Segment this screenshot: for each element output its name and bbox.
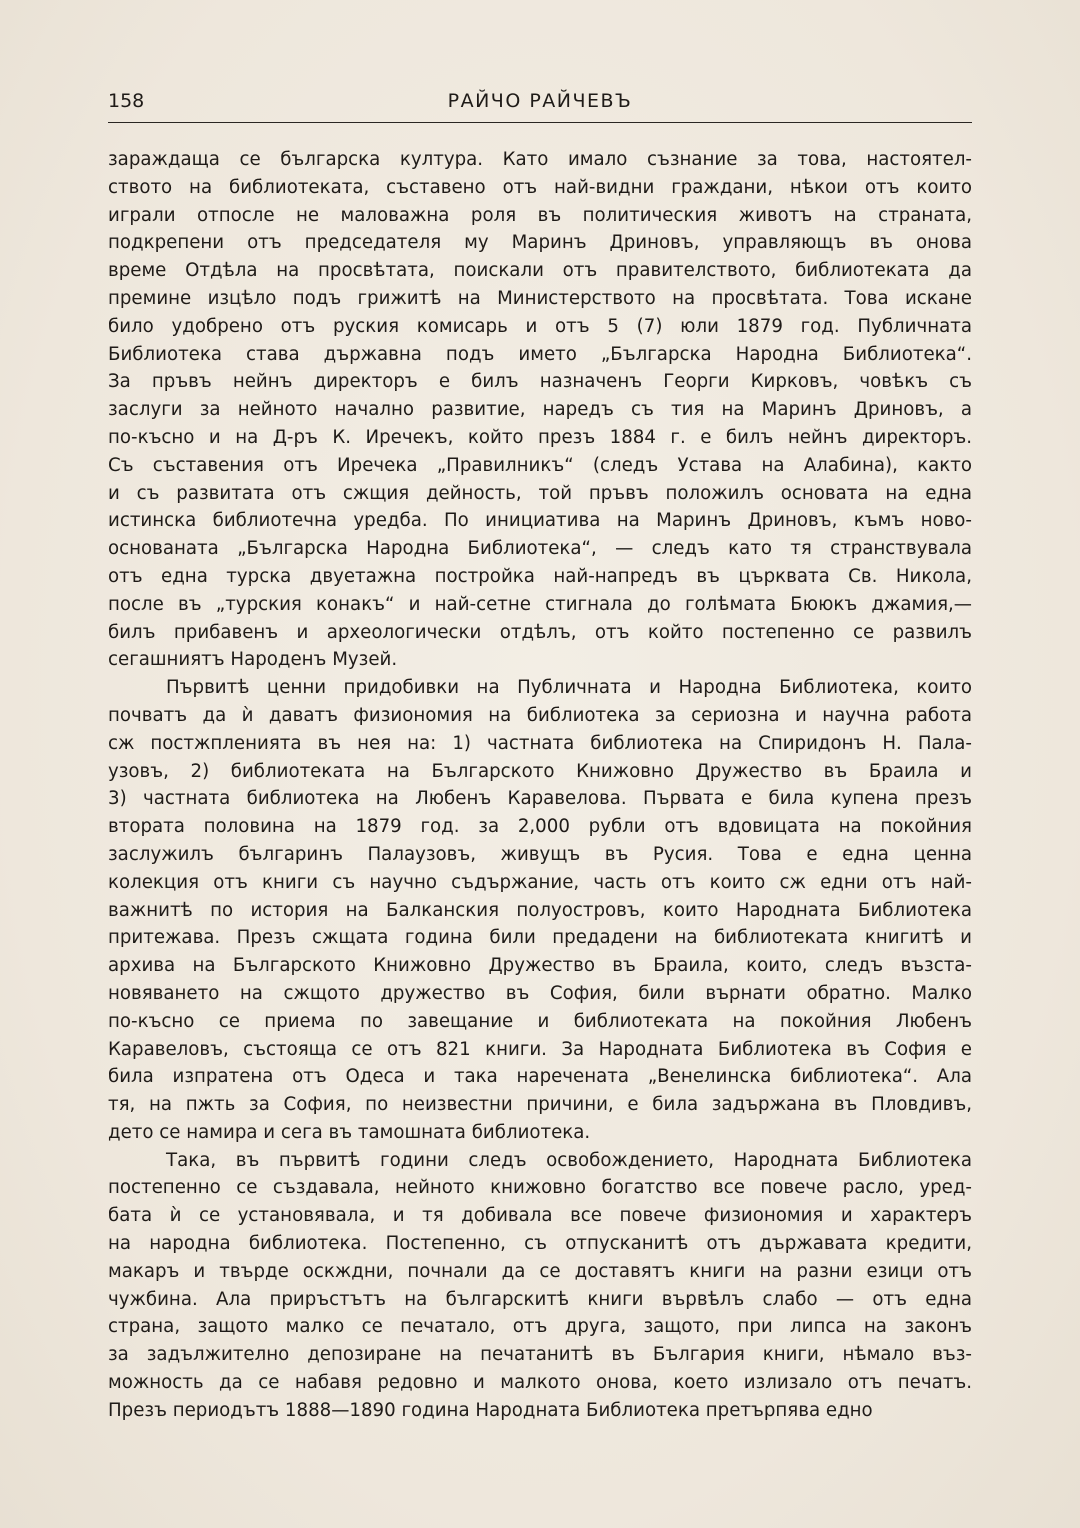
text-line: макаръ и твърде оскждни, почнали да се доставятъ книги на разни езици отъ <box>108 1260 972 1282</box>
text-line: узовъ, 2) библиотеката на Българското Книжовно Дружество въ Браила и <box>108 760 972 782</box>
text-line: по-късно се приема по завещание и библиотеката на покойния Любенъ <box>108 1010 972 1032</box>
text-line: дето се намира и сега въ тамошната библиотека. <box>108 1121 591 1143</box>
text-line: на народна библиотека. Постепенно, съ отпусканитѣ отъ държавата кредити, <box>108 1233 972 1255</box>
text-line: За пръвъ нейнъ директоръ е билъ назначенъ Георги Кирковъ, човѣкъ съ <box>108 371 972 393</box>
text-line: важнитѣ по история на Балканския полуостровъ, които Народната Библиотека <box>108 899 972 921</box>
text-line: Библиотека става държавна подъ името „Българска Народна Библиотека“. <box>108 343 972 365</box>
text-line: по-късно и на Д-ръ К. Иречекъ, който презъ 1884 г. е билъ нейнъ директоръ. <box>108 426 972 448</box>
text-line: ството на библиотеката, съставено отъ най-видни граждани, нѣкои отъ които <box>108 176 972 198</box>
paragraph <box>108 1147 972 1425</box>
text-line: тя, на пжть за София, по неизвестни причини, е била задържана въ Пловдивъ, <box>108 1094 972 1116</box>
text-line: после въ „турския конакъ“ и най-сетне стигнала до голѣмата Бююкъ джамия,— <box>108 593 972 615</box>
text-line: Съ съставения отъ Иречека „Правилникъ“ (следъ Устава на Алабина), както <box>108 454 972 476</box>
text-line: основаната „Българска Народна Библиотека“, — следъ като тя странствувала <box>108 538 972 560</box>
text-line: архива на Българското Книжовно Дружество въ Браила, които, следъ възста- <box>108 955 972 977</box>
text-line: подкрепени отъ председателя му Маринъ Дриновъ, управляющъ въ онова <box>108 232 972 254</box>
text-line: втората половина на 1879 год. за 2,000 рубли отъ вдовицата на покойния <box>108 816 972 838</box>
text-line: новяването на сжщото дружество въ София, били върнати обратно. Малко <box>108 982 972 1004</box>
text-line: за задължително депозиране на печатанитѣ въ България книги, нѣмало въз- <box>108 1344 972 1366</box>
text-line: играли отпосле не маловажна роля въ политическия животъ на страната, <box>108 204 972 226</box>
text-line: притежава. Презъ сжщата година били предадени на библиотеката книгитѣ и <box>108 927 972 949</box>
text-line: можность да се набавя редовно и малкото онова, което излизало отъ печатъ. <box>108 1372 972 1394</box>
text-line: време Отдѣла на просвѣтата, поискали отъ правителството, библиотеката да <box>108 260 972 282</box>
text-line: Презъ периодътъ 1888—1890 година Народната Библиотека претърпява едно <box>108 1399 873 1421</box>
text-line: Така, въ първитѣ години следъ освобождението, Народната Библиотека <box>166 1149 972 1171</box>
text-line: почватъ да ѝ даватъ физиономия на библиотека за сериозна и научна работа <box>108 704 972 726</box>
text-line: постепенно се създавала, нейното книжовно богатство все повече расло, уред- <box>108 1177 972 1199</box>
text-line: и съ развитата отъ сжщия дейность, той пръвъ положилъ основата на една <box>108 482 972 504</box>
paragraph <box>108 146 972 674</box>
text-line: истинска библиотечна уредба. По инициатива на Маринъ Дриновъ, къмъ ново- <box>108 510 972 532</box>
text-line: заслужилъ българинъ Палаузовъ, живущъ въ Русия. Това е една ценна <box>108 843 972 865</box>
text-line: 3) частната библиотека на Любенъ Каравелова. Първата е била купена презъ <box>108 788 972 810</box>
text-line: чужбина. Ала приръстътъ на българскитѣ книги вървѣлъ слабо — отъ една <box>108 1288 972 1310</box>
text-line: премине изцѣло подъ грижитѣ на Министерството на просвѣтата. Това искане <box>108 287 972 309</box>
body-text <box>108 146 972 1425</box>
text-line: колекция отъ книги съ научно съдържание, часть отъ които сж едни отъ най- <box>108 871 972 893</box>
text-line: сж постжпленията въ нея на: 1) частната библиотека на Спиридонъ Н. Пала- <box>108 732 972 754</box>
paragraph <box>108 674 972 1147</box>
running-title: РАЙЧО РАЙЧЕВЪ <box>447 90 633 112</box>
text-line: отъ една турска двуетажна постройка най-напредъ въ църквата Св. Никола, <box>108 565 972 587</box>
text-line: Каравеловъ, състояща се отъ 821 книги. За Народната Библиотека въ София е <box>108 1038 972 1060</box>
text-line: Първитѣ ценни придобивки на Публичната и Народна Библиотека, които <box>166 677 972 699</box>
text-line: сегашниятъ Народенъ Музей. <box>108 649 398 671</box>
text-line: билъ прибавенъ и археологически отдѣлъ, отъ който постепенно се развилъ <box>108 621 972 643</box>
text-line: заслуги за нейното начално развитие, наредъ съ тия на Маринъ Дриновъ, а <box>108 399 972 421</box>
text-line: страна, защото малко се печатало, отъ друга, защото, при липса на законъ <box>108 1316 972 1338</box>
page-header <box>108 88 972 123</box>
text-line: била изпратена отъ Одеса и така наречената „Венелинска библиотека“. Ала <box>108 1066 972 1088</box>
page-number: 158 <box>108 90 145 112</box>
text-line: зараждаща се българска култура. Като имало съзнание за това, настоятел- <box>108 149 972 170</box>
text-line: бата ѝ се установявала, и тя добивала все повече физиономия и характеръ <box>108 1205 972 1227</box>
text-line: било удобрено отъ руския комисарь и отъ 5 (7) юли 1879 год. Публичната <box>108 315 972 337</box>
